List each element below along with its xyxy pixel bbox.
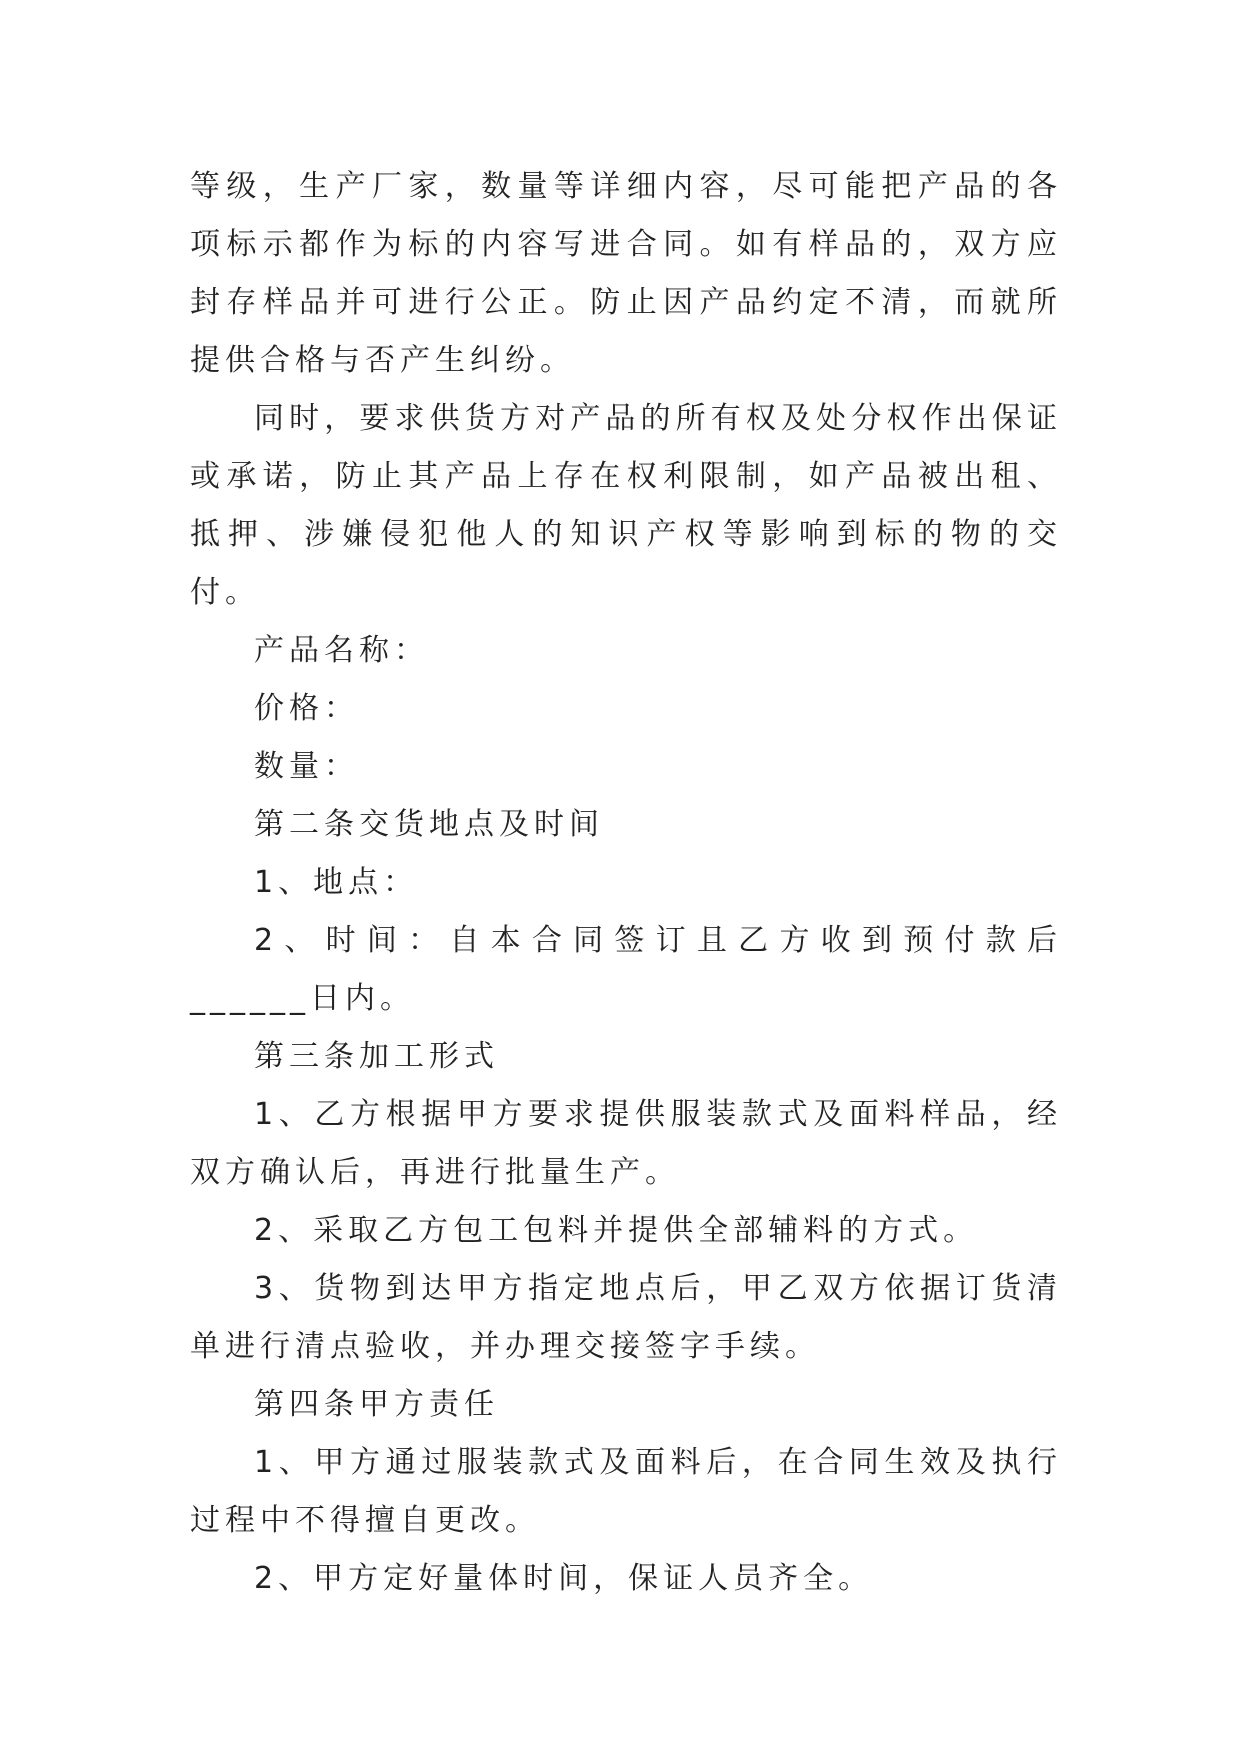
article-4-heading: 第四条甲方责任 [254,1387,499,1422]
article-4-item-2: 2、甲方定好量体时间，保证人员齐全。 [254,1561,874,1596]
article-3-item-2: 2、采取乙方包工包料并提供全部辅料的方式。 [254,1213,979,1248]
article-2-heading: 第二条交货地点及时间 [254,807,604,842]
field-product-name: 产品名称： [254,633,429,668]
paragraph-ownership-guarantee: 同时，要求供货方对产品的所有权及处分权作出保证或承诺，防止其产品上存在权利限制，如产品被出租、抵押、涉嫌侵犯他人的知识产权等影响到标的物的交付。 [190,401,1062,610]
field-quantity: 数量： [254,749,359,784]
field-price: 价格： [254,691,359,726]
article-3-heading: 第三条加工形式 [254,1039,499,1074]
article-3-item-1: 1、乙方根据甲方要求提供服装款式及面料样品，经双方确认后，再进行批量生产。 [190,1097,1062,1190]
article-2-item-2-time: 2、时间：自本合同签订且乙方收到预付款后______日内。 [190,923,1062,1016]
article-4-item-1: 1、甲方通过服装款式及面料后，在合同生效及执行过程中不得擅自更改。 [190,1445,1062,1538]
paragraph-product-detail-continued: 等级，生产厂家，数量等详细内容，尽可能把产品的各项标示都作为标的内容写进合同。如有样品的，双方应封存样品并可进行公正。防止因产品约定不清，而就所提供合格与否产生纠纷。 [190,169,1062,378]
document-body [190,158,1062,1608]
article-3-item-3: 3、货物到达甲方指定地点后，甲乙双方依据订货清单进行清点验收，并办理交接签字手续。 [190,1271,1062,1364]
article-2-item-1-location: 1、地点： [254,865,419,900]
